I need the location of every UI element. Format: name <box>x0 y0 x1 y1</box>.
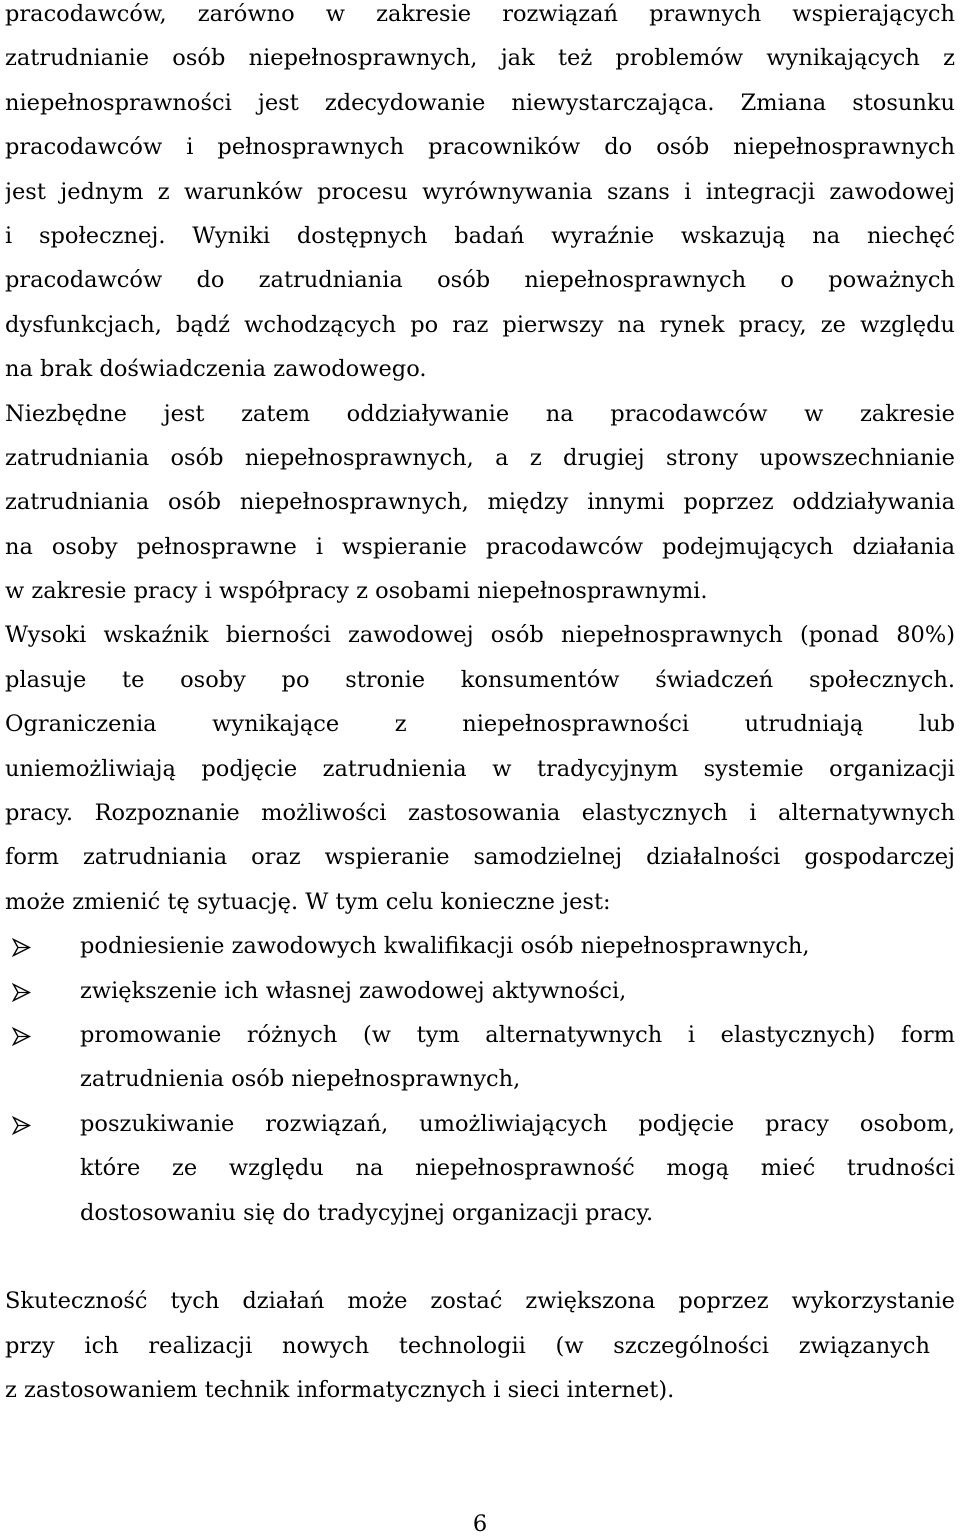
paragraph <box>5 613 955 924</box>
text-line: może zmienić tę sytuację. W tym celu konieczne jest: <box>5 888 611 915</box>
arrowhead-bullet-icon <box>12 983 31 1002</box>
text-line: zwiększenie ich własnej zawodowej aktywności, <box>80 977 627 1004</box>
text-line: które ze względu na niepełnosprawność mogą mieć trudności <box>80 1155 955 1182</box>
text-line: jest jednym z warunków procesu wyrównywania szans i integracji zawodowej <box>5 178 955 205</box>
text-line: plasuje te osoby po stronie konsumentów świadczeń społecznych. <box>5 666 955 693</box>
text-line: zatrudnienia osób niepełnosprawnych, <box>80 1066 521 1093</box>
list-item <box>5 969 955 1013</box>
text-line: zatrudniania osób niepełnosprawnych, a z drugiej strony upowszechnianie <box>5 444 955 471</box>
text-line: dysfunkcjach, bądź wchodzących po raz pierwszy na rynek pracy, ze względu <box>5 311 955 338</box>
text-line: na osoby pełnosprawne i wspieranie pracodawców podejmujących działania <box>5 533 955 560</box>
text-line: pracodawców i pełnosprawnych pracowników do osób niepełnosprawnych <box>5 134 955 161</box>
text-line: Ograniczenia wynikające z niepełnosprawności utrudniają lub <box>5 711 955 738</box>
bullet-list <box>5 924 955 1235</box>
text-line: z zastosowaniem technik informatycznych i sieci internet). <box>5 1377 675 1404</box>
text-line: podniesienie zawodowych kwalifikacji osób niepełnosprawnych, <box>80 933 810 960</box>
text-line: na brak doświadczenia zawodowego. <box>5 356 427 383</box>
arrowhead-bullet-icon <box>12 1116 31 1135</box>
arrowhead-bullet-icon <box>12 1027 31 1046</box>
text-line: Niezbędne jest zatem oddziaływanie na pracodawców w zakresie <box>5 400 955 427</box>
list-item <box>5 1013 955 1102</box>
page-body <box>5 0 955 1413</box>
text-line: dostosowaniu się do tradycyjnej organizacji pracy. <box>80 1199 654 1226</box>
text-line: promowanie różnych (w tym alternatywnych i elastycznych) form <box>80 1021 955 1048</box>
list-item <box>5 924 955 968</box>
text-line: przy ich realizacji nowych technologii (w szczególności związanych <box>5 1332 930 1359</box>
page-number: 6 <box>472 1511 488 1537</box>
text-line: w zakresie pracy i współpracy z osobami niepełnosprawnymi. <box>5 578 708 605</box>
text-line: i społecznej. Wyniki dostępnych badań wyraźnie wskazują na niechęć <box>5 222 955 249</box>
closing-paragraph <box>5 1279 955 1412</box>
text-line: uniemożliwiają podjęcie zatrudnienia w tradycyjnym systemie organizacji <box>5 755 955 782</box>
text-line: poszukiwanie rozwiązań, umożliwiających podjęcie pracy osobom, <box>80 1110 955 1137</box>
list-item <box>5 1102 955 1235</box>
text-line: Skuteczność tych działań może zostać zwiększona poprzez wykorzystanie <box>5 1288 955 1315</box>
text-line: pracodawców do zatrudniania osób niepełnosprawnych o poważnych <box>5 267 955 294</box>
text-line: zatrudnianie osób niepełnosprawnych, jak też problemów wynikających z <box>5 45 955 72</box>
paragraph <box>5 0 955 392</box>
text-line: niepełnosprawności jest zdecydowanie niewystarczająca. Zmiana stosunku <box>5 89 955 116</box>
text-line: Wysoki wskaźnik bierności zawodowej osób niepełnosprawnych (ponad 80%) <box>5 622 955 649</box>
paragraph <box>5 392 955 614</box>
arrowhead-bullet-icon <box>12 938 31 957</box>
text-line: pracy. Rozpoznanie możliwości zastosowania elastycznych i alternatywnych <box>5 800 955 827</box>
text-line: pracodawców, zarówno w zakresie rozwiązań prawnych wspierających <box>5 1 955 27</box>
text-line: form zatrudniania oraz wspieranie samodzielnej działalności gospodarczej <box>5 844 955 871</box>
text-line: zatrudniania osób niepełnosprawnych, między innymi poprzez oddziaływania <box>5 489 955 516</box>
